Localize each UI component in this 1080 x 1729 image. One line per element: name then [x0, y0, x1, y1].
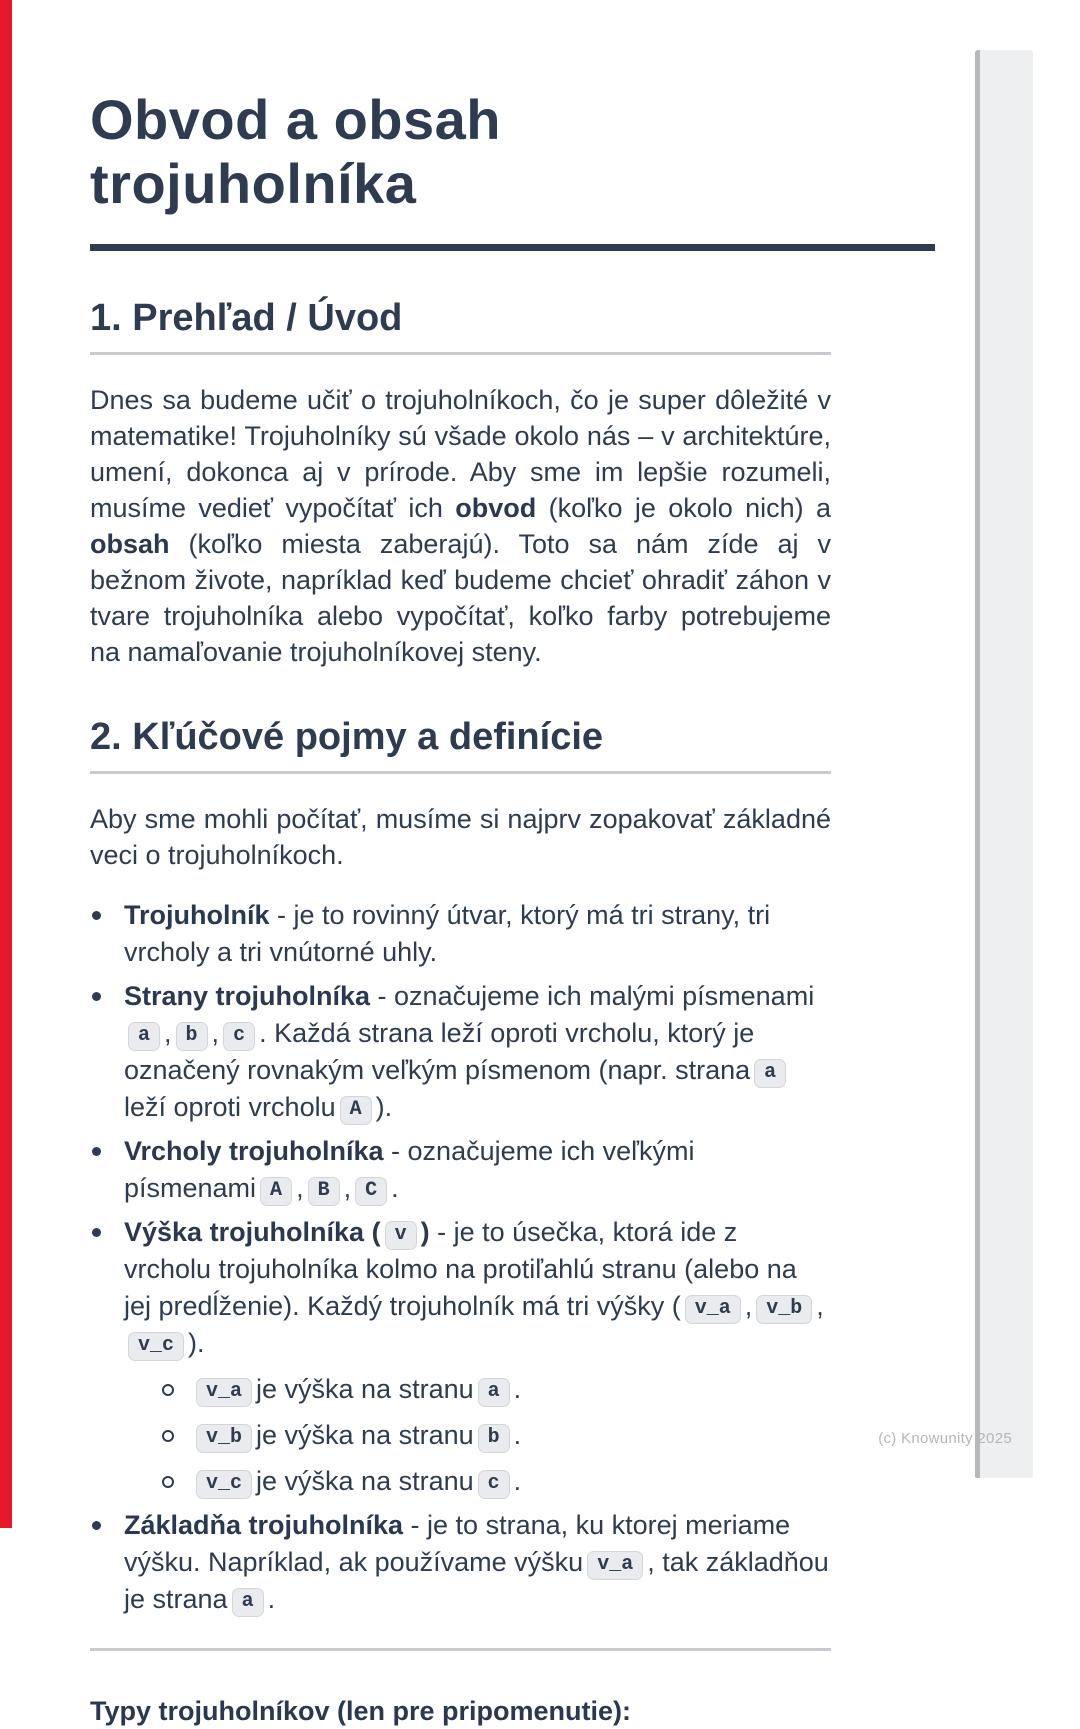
bullet-circle-icon: [162, 1476, 174, 1488]
definitions-list: [90, 897, 831, 1618]
bold-term: Strany trojuholníka: [124, 981, 371, 1011]
code-chip: v_a: [587, 1551, 643, 1580]
page-title: Obvod a obsah trojuholníka: [90, 88, 501, 215]
document-page: [90, 0, 831, 1729]
code-chip: a: [754, 1059, 786, 1088]
list-item: [90, 1507, 831, 1618]
list-item: [154, 1371, 831, 1408]
height-va: v_a je výška na stranu a .: [192, 1374, 521, 1404]
section-rule-1: [90, 352, 831, 355]
bold-term: Vrcholy trojuholníka: [124, 1136, 384, 1166]
code-chip: a: [232, 1588, 264, 1617]
bold-term: Základňa trojuholníka: [124, 1510, 404, 1540]
definition-vyska: Výška trojuholníka ( v ) - je to úsečka, ktorá ide z vrcholu trojuholníka kolmo na protiľahlú stranu (alebo na jej predĺženie). Každý trojuholník má tri výšky ( v_a , v_b ,v_c ).: [124, 1217, 824, 1358]
code-chip: b: [176, 1022, 208, 1051]
keyterms-paragraph: Aby sme mohli počítať, musíme si najprv zopakovať základné veci o trojuholníkoch.: [90, 804, 831, 870]
code-chip: v_b: [756, 1295, 812, 1324]
bullet-circle-icon: [162, 1384, 174, 1396]
code-chip: v_a: [196, 1378, 252, 1407]
list-item: [90, 978, 831, 1126]
definition-zakladna: Základňa trojuholníka - je to strana, ku ktorej meriame výšku. Napríklad, ak používame výšku v_a , tak základňou je strana a .: [124, 1510, 829, 1614]
height-vb: v_b je výška na stranu b .: [192, 1420, 521, 1450]
right-page-gutter: [975, 50, 1033, 1478]
section-heading-2: 2. Kľúčové pojmy a definície: [90, 716, 604, 758]
code-chip: a: [478, 1378, 510, 1407]
definition-trojuholnik: Trojuholník - je to rovinný útvar, ktorý má tri strany, tri vrcholy a tri vnútorné uhly.: [124, 900, 771, 967]
bullet-dot-icon: [92, 1147, 101, 1156]
bold-term: obvod: [455, 493, 537, 523]
heights-sublist: [154, 1371, 831, 1500]
list-item: [154, 1417, 831, 1454]
code-chip: a: [128, 1022, 160, 1051]
code-chip: v_c: [128, 1332, 184, 1361]
bold-term: Výška trojuholníka (: [124, 1217, 381, 1247]
code-chip: C: [355, 1177, 387, 1206]
definition-strany: Strany trojuholníka - označujeme ich malými písmenamia , b , c . Každá strana leží oproti vrcholu, ktorý je označený rovnakým veľkým písmenom (napr. strana aleží oproti vrcholu A ).: [124, 981, 814, 1122]
list-item: [90, 897, 831, 971]
section-rule-2: [90, 771, 831, 774]
code-chip: v_c: [196, 1470, 252, 1499]
bullet-dot-icon: [92, 992, 101, 1001]
list-item: [90, 1214, 831, 1500]
code-chip: A: [340, 1096, 372, 1125]
definition-vrcholy: Vrcholy trojuholníka - označujeme ich veľkými písmenami A , B , C .: [124, 1136, 695, 1203]
bold-term: Trojuholník: [124, 900, 270, 930]
code-chip: v: [385, 1221, 417, 1250]
closing-note: Typy trojuholníkov (len pre pripomenutie):: [90, 1696, 632, 1726]
code-chip: c: [478, 1470, 510, 1499]
bold-term: obsah: [90, 529, 170, 559]
list-item: [154, 1463, 831, 1500]
code-chip: A: [260, 1177, 292, 1206]
list-item: [90, 1133, 831, 1207]
section-heading-1: 1. Prehľad / Úvod: [90, 297, 403, 339]
bottom-divider: [90, 1648, 831, 1651]
bullet-dot-icon: [92, 1228, 101, 1237]
bullet-dot-icon: [92, 911, 101, 920]
left-accent-bar: [0, 0, 12, 1528]
code-chip: v_a: [685, 1295, 741, 1324]
copyright-label: (c) Knowunity 2025: [878, 1430, 1012, 1447]
code-chip: B: [308, 1177, 340, 1206]
bullet-dot-icon: [92, 1521, 101, 1530]
bold-term: ): [420, 1217, 430, 1247]
title-underline: [90, 244, 935, 251]
code-chip: v_b: [196, 1424, 252, 1453]
code-chip: c: [223, 1022, 255, 1051]
height-vc: v_c je výška na stranu c .: [192, 1466, 521, 1496]
intro-paragraph: Dnes sa budeme učiť o trojuholníkoch, čo je super dôležité v matematike! Trojuholníky sú všade okolo nás – v architektúre, umení, dokonca aj v prírode. Aby sme im lepšie rozumeli, musíme vedieť vypočítať ich obvod (koľko je okolo nich) a obsah (koľko miesta zaberajú). Toto sa nám zíde aj v bežnom živote, napríklad keď budeme chcieť ohradiť záhon v tvare trojuholníka alebo vypočítať, koľko farby potrebujeme na namaľovanie trojuholníkovej steny.: [90, 385, 831, 667]
bullet-circle-icon: [162, 1430, 174, 1442]
code-chip: b: [478, 1424, 510, 1453]
